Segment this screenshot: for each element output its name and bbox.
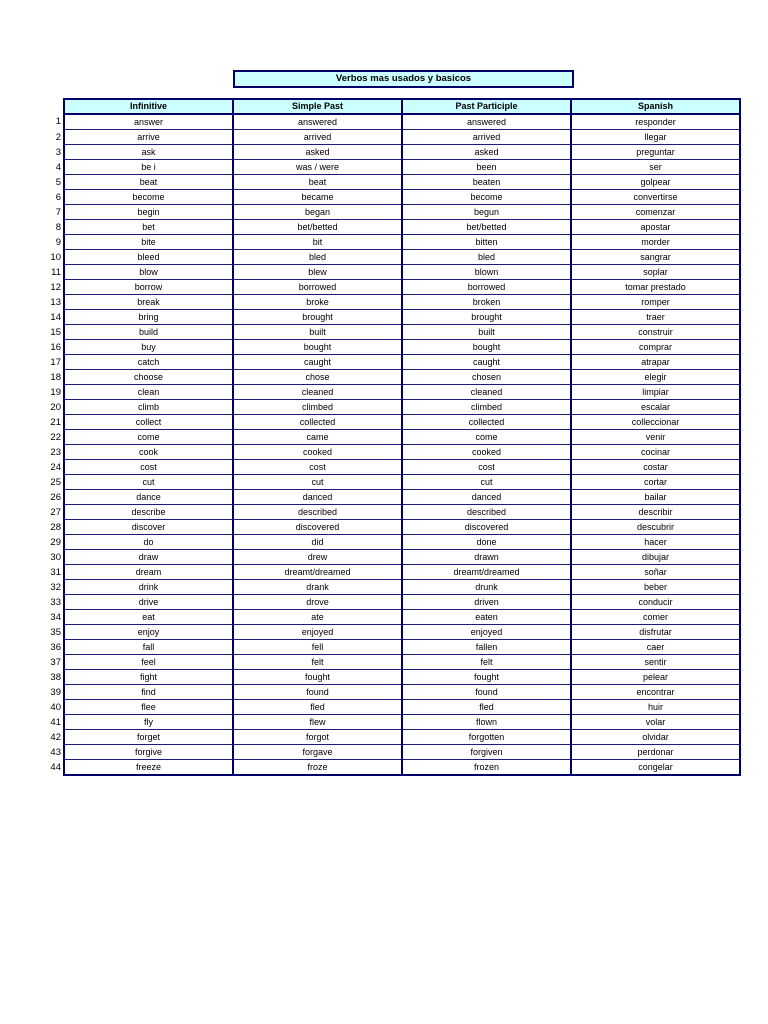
- simple-past-cell: described: [233, 505, 402, 520]
- table-row: [40, 385, 740, 400]
- past-participle-cell: fled: [402, 700, 571, 715]
- row-number: 9: [55, 236, 61, 248]
- infinitive-cell: collect: [64, 415, 233, 430]
- infinitive-cell: break: [64, 295, 233, 310]
- row-number: 37: [50, 656, 61, 668]
- simple-past-cell: climbed: [233, 400, 402, 415]
- row-number: 7: [55, 206, 61, 218]
- spanish-cell: encontrar: [571, 685, 740, 700]
- row-number: 16: [50, 341, 61, 353]
- row-number: 30: [50, 551, 61, 563]
- row-number: 44: [50, 761, 61, 773]
- row-number: 21: [50, 416, 61, 428]
- table-row: [40, 730, 740, 745]
- infinitive-cell: draw: [64, 550, 233, 565]
- infinitive-cell: catch: [64, 355, 233, 370]
- table-row: [40, 640, 740, 655]
- spanish-cell: huir: [571, 700, 740, 715]
- past-participle-cell: chosen: [402, 370, 571, 385]
- table-row: [40, 160, 740, 175]
- spanish-cell: comer: [571, 610, 740, 625]
- table-row: [40, 130, 740, 145]
- past-participle-cell: fallen: [402, 640, 571, 655]
- row-number: 2: [55, 131, 61, 143]
- past-participle-cell: flown: [402, 715, 571, 730]
- past-participle-cell: cost: [402, 460, 571, 475]
- infinitive-cell: fall: [64, 640, 233, 655]
- spanish-cell: comprar: [571, 340, 740, 355]
- past-participle-cell: climbed: [402, 400, 571, 415]
- spanish-cell: morder: [571, 235, 740, 250]
- past-participle-cell: cooked: [402, 445, 571, 460]
- spanish-cell: llegar: [571, 130, 740, 145]
- spanish-cell: tomar prestado: [571, 280, 740, 295]
- simple-past-cell: forgave: [233, 745, 402, 760]
- simple-past-cell: forgot: [233, 730, 402, 745]
- table-row: [40, 685, 740, 700]
- table-row: [40, 220, 740, 235]
- spanish-cell: apostar: [571, 220, 740, 235]
- past-participle-cell: eaten: [402, 610, 571, 625]
- simple-past-cell: broke: [233, 295, 402, 310]
- simple-past-cell: fell: [233, 640, 402, 655]
- spanish-cell: soplar: [571, 265, 740, 280]
- row-number: 26: [50, 491, 61, 503]
- simple-past-cell: drew: [233, 550, 402, 565]
- infinitive-cell: eat: [64, 610, 233, 625]
- simple-past-cell: asked: [233, 145, 402, 160]
- infinitive-cell: borrow: [64, 280, 233, 295]
- table-row: [40, 114, 740, 130]
- past-participle-cell: drawn: [402, 550, 571, 565]
- row-number: 6: [55, 191, 61, 203]
- row-number: 32: [50, 581, 61, 593]
- table-row: [40, 310, 740, 325]
- header-simple-past: Simple Past: [233, 99, 402, 114]
- past-participle-cell: collected: [402, 415, 571, 430]
- simple-past-cell: dreamt/dreamed: [233, 565, 402, 580]
- simple-past-cell: did: [233, 535, 402, 550]
- past-participle-cell: become: [402, 190, 571, 205]
- row-number: 36: [50, 641, 61, 653]
- infinitive-cell: arrive: [64, 130, 233, 145]
- infinitive-cell: discover: [64, 520, 233, 535]
- spanish-cell: volar: [571, 715, 740, 730]
- simple-past-cell: blew: [233, 265, 402, 280]
- table-row: [40, 565, 740, 580]
- simple-past-cell: bit: [233, 235, 402, 250]
- simple-past-cell: began: [233, 205, 402, 220]
- table-row: [40, 700, 740, 715]
- simple-past-cell: cleaned: [233, 385, 402, 400]
- row-number: 42: [50, 731, 61, 743]
- simple-past-cell: brought: [233, 310, 402, 325]
- table-row: [40, 445, 740, 460]
- spanish-cell: caer: [571, 640, 740, 655]
- infinitive-cell: forget: [64, 730, 233, 745]
- table-row: [40, 235, 740, 250]
- simple-past-cell: fled: [233, 700, 402, 715]
- infinitive-cell: bite: [64, 235, 233, 250]
- infinitive-cell: drive: [64, 595, 233, 610]
- infinitive-cell: do: [64, 535, 233, 550]
- spanish-cell: perdonar: [571, 745, 740, 760]
- row-number: 23: [50, 446, 61, 458]
- past-participle-cell: caught: [402, 355, 571, 370]
- past-participle-cell: answered: [402, 114, 571, 130]
- spanish-cell: dibujar: [571, 550, 740, 565]
- table-row: [40, 505, 740, 520]
- spanish-cell: congelar: [571, 760, 740, 776]
- spanish-cell: traer: [571, 310, 740, 325]
- infinitive-cell: cook: [64, 445, 233, 460]
- spanish-cell: escalar: [571, 400, 740, 415]
- spanish-cell: elegir: [571, 370, 740, 385]
- infinitive-cell: bleed: [64, 250, 233, 265]
- infinitive-cell: bet: [64, 220, 233, 235]
- row-number: 24: [50, 461, 61, 473]
- spanish-cell: comenzar: [571, 205, 740, 220]
- row-number: 3: [55, 146, 61, 158]
- spanish-cell: convertirse: [571, 190, 740, 205]
- simple-past-cell: became: [233, 190, 402, 205]
- row-number: 38: [50, 671, 61, 683]
- infinitive-cell: be i: [64, 160, 233, 175]
- past-participle-cell: done: [402, 535, 571, 550]
- row-number: 39: [50, 686, 61, 698]
- spanish-cell: romper: [571, 295, 740, 310]
- past-participle-cell: begun: [402, 205, 571, 220]
- past-participle-cell: borrowed: [402, 280, 571, 295]
- past-participle-cell: enjoyed: [402, 625, 571, 640]
- spanish-cell: beber: [571, 580, 740, 595]
- spanish-cell: colleccionar: [571, 415, 740, 430]
- past-participle-cell: described: [402, 505, 571, 520]
- infinitive-cell: build: [64, 325, 233, 340]
- table-row: [40, 625, 740, 640]
- infinitive-cell: blow: [64, 265, 233, 280]
- row-number: 13: [50, 296, 61, 308]
- simple-past-cell: borrowed: [233, 280, 402, 295]
- spanish-cell: venir: [571, 430, 740, 445]
- infinitive-cell: answer: [64, 114, 233, 130]
- past-participle-cell: blown: [402, 265, 571, 280]
- infinitive-cell: choose: [64, 370, 233, 385]
- past-participle-cell: cleaned: [402, 385, 571, 400]
- table-row: [40, 430, 740, 445]
- row-number: 18: [50, 371, 61, 383]
- past-participle-cell: beaten: [402, 175, 571, 190]
- simple-past-cell: chose: [233, 370, 402, 385]
- simple-past-cell: came: [233, 430, 402, 445]
- infinitive-cell: flee: [64, 700, 233, 715]
- infinitive-cell: freeze: [64, 760, 233, 776]
- table-row: [40, 520, 740, 535]
- simple-past-cell: was / were: [233, 160, 402, 175]
- simple-past-cell: bled: [233, 250, 402, 265]
- table-row: [40, 355, 740, 370]
- simple-past-cell: bought: [233, 340, 402, 355]
- past-participle-cell: bought: [402, 340, 571, 355]
- infinitive-cell: bring: [64, 310, 233, 325]
- row-number: 10: [50, 251, 61, 263]
- past-participle-cell: driven: [402, 595, 571, 610]
- spanish-cell: cortar: [571, 475, 740, 490]
- past-participle-cell: broken: [402, 295, 571, 310]
- past-participle-cell: danced: [402, 490, 571, 505]
- row-number: 40: [50, 701, 61, 713]
- row-number: 5: [55, 176, 61, 188]
- simple-past-cell: cut: [233, 475, 402, 490]
- past-participle-cell: cut: [402, 475, 571, 490]
- spanish-cell: sentir: [571, 655, 740, 670]
- infinitive-cell: find: [64, 685, 233, 700]
- row-number: 31: [50, 566, 61, 578]
- infinitive-cell: fly: [64, 715, 233, 730]
- past-participle-cell: been: [402, 160, 571, 175]
- past-participle-cell: fought: [402, 670, 571, 685]
- infinitive-cell: drink: [64, 580, 233, 595]
- infinitive-cell: feel: [64, 655, 233, 670]
- spanish-cell: atrapar: [571, 355, 740, 370]
- spanish-cell: conducir: [571, 595, 740, 610]
- row-number: 17: [50, 356, 61, 368]
- table-row: [40, 535, 740, 550]
- row-number: 14: [50, 311, 61, 323]
- header-spanish: Spanish: [571, 99, 740, 114]
- simple-past-cell: beat: [233, 175, 402, 190]
- infinitive-cell: ask: [64, 145, 233, 160]
- table-row: [40, 175, 740, 190]
- verbs-table: [40, 98, 741, 776]
- row-number: 20: [50, 401, 61, 413]
- past-participle-cell: asked: [402, 145, 571, 160]
- sheet-title: Verbos mas usados y basicos: [233, 70, 574, 88]
- spanish-cell: bailar: [571, 490, 740, 505]
- simple-past-cell: arrived: [233, 130, 402, 145]
- infinitive-cell: clean: [64, 385, 233, 400]
- past-participle-cell: drunk: [402, 580, 571, 595]
- table-row: [40, 250, 740, 265]
- verb-rows: [40, 114, 740, 775]
- infinitive-cell: come: [64, 430, 233, 445]
- simple-past-cell: danced: [233, 490, 402, 505]
- infinitive-cell: fight: [64, 670, 233, 685]
- row-number: 12: [50, 281, 61, 293]
- past-participle-cell: dreamt/dreamed: [402, 565, 571, 580]
- table-row: [40, 760, 740, 776]
- simple-past-cell: fought: [233, 670, 402, 685]
- table-row: [40, 400, 740, 415]
- table-row: [40, 340, 740, 355]
- simple-past-cell: cost: [233, 460, 402, 475]
- past-participle-cell: discovered: [402, 520, 571, 535]
- infinitive-cell: buy: [64, 340, 233, 355]
- header-row: [40, 99, 740, 114]
- past-participle-cell: forgotten: [402, 730, 571, 745]
- row-number: 34: [50, 611, 61, 623]
- spanish-cell: hacer: [571, 535, 740, 550]
- infinitive-cell: enjoy: [64, 625, 233, 640]
- table-row: [40, 595, 740, 610]
- table-row: [40, 670, 740, 685]
- spanish-cell: limpiar: [571, 385, 740, 400]
- row-number: 35: [50, 626, 61, 638]
- table-row: [40, 490, 740, 505]
- row-number: 29: [50, 536, 61, 548]
- spanish-cell: responder: [571, 114, 740, 130]
- infinitive-cell: begin: [64, 205, 233, 220]
- simple-past-cell: ate: [233, 610, 402, 625]
- past-participle-cell: brought: [402, 310, 571, 325]
- spanish-cell: ser: [571, 160, 740, 175]
- spanish-cell: cocinar: [571, 445, 740, 460]
- infinitive-cell: dream: [64, 565, 233, 580]
- past-participle-cell: bitten: [402, 235, 571, 250]
- table-row: [40, 280, 740, 295]
- past-participle-cell: bled: [402, 250, 571, 265]
- row-number: 11: [51, 266, 61, 278]
- table-row: [40, 415, 740, 430]
- spanish-cell: descubrir: [571, 520, 740, 535]
- infinitive-cell: dance: [64, 490, 233, 505]
- table-row: [40, 325, 740, 340]
- header-past-participle: Past Participle: [402, 99, 571, 114]
- simple-past-cell: felt: [233, 655, 402, 670]
- past-participle-cell: felt: [402, 655, 571, 670]
- simple-past-cell: discovered: [233, 520, 402, 535]
- spanish-cell: construir: [571, 325, 740, 340]
- row-number: 41: [50, 716, 61, 728]
- row-number-header: [40, 99, 64, 114]
- spanish-cell: costar: [571, 460, 740, 475]
- simple-past-cell: froze: [233, 760, 402, 776]
- row-number: 28: [50, 521, 61, 533]
- spanish-cell: disfrutar: [571, 625, 740, 640]
- simple-past-cell: answered: [233, 114, 402, 130]
- spanish-cell: golpear: [571, 175, 740, 190]
- spanish-cell: olvidar: [571, 730, 740, 745]
- row-number: 33: [50, 596, 61, 608]
- header-infinitive: Infinitive: [64, 99, 233, 114]
- row-number: 4: [55, 161, 61, 173]
- spanish-cell: sangrar: [571, 250, 740, 265]
- row-number: 8: [55, 221, 61, 233]
- past-participle-cell: built: [402, 325, 571, 340]
- table-row: [40, 715, 740, 730]
- simple-past-cell: flew: [233, 715, 402, 730]
- infinitive-cell: cut: [64, 475, 233, 490]
- row-number: 1: [55, 116, 61, 128]
- simple-past-cell: bet/betted: [233, 220, 402, 235]
- row-number: 22: [50, 431, 61, 443]
- table-row: [40, 475, 740, 490]
- past-participle-cell: bet/betted: [402, 220, 571, 235]
- past-participle-cell: found: [402, 685, 571, 700]
- table-row: [40, 745, 740, 760]
- infinitive-cell: cost: [64, 460, 233, 475]
- row-number: 15: [50, 326, 61, 338]
- table-row: [40, 205, 740, 220]
- past-participle-cell: come: [402, 430, 571, 445]
- infinitive-cell: forgive: [64, 745, 233, 760]
- table-row: [40, 190, 740, 205]
- infinitive-cell: beat: [64, 175, 233, 190]
- spanish-cell: soñar: [571, 565, 740, 580]
- row-number: 27: [50, 506, 61, 518]
- row-number: 19: [50, 386, 61, 398]
- table-row: [40, 145, 740, 160]
- simple-past-cell: drove: [233, 595, 402, 610]
- simple-past-cell: found: [233, 685, 402, 700]
- past-participle-cell: forgiven: [402, 745, 571, 760]
- past-participle-cell: frozen: [402, 760, 571, 776]
- table-row: [40, 265, 740, 280]
- table-row: [40, 460, 740, 475]
- table-row: [40, 580, 740, 595]
- simple-past-cell: caught: [233, 355, 402, 370]
- simple-past-cell: drank: [233, 580, 402, 595]
- spanish-cell: pelear: [571, 670, 740, 685]
- table-row: [40, 655, 740, 670]
- simple-past-cell: enjoyed: [233, 625, 402, 640]
- spanish-cell: describir: [571, 505, 740, 520]
- simple-past-cell: cooked: [233, 445, 402, 460]
- simple-past-cell: collected: [233, 415, 402, 430]
- row-number: 25: [50, 476, 61, 488]
- infinitive-cell: become: [64, 190, 233, 205]
- simple-past-cell: built: [233, 325, 402, 340]
- past-participle-cell: arrived: [402, 130, 571, 145]
- row-number: 43: [50, 746, 61, 758]
- table-row: [40, 550, 740, 565]
- infinitive-cell: climb: [64, 400, 233, 415]
- infinitive-cell: describe: [64, 505, 233, 520]
- spanish-cell: preguntar: [571, 145, 740, 160]
- table-row: [40, 295, 740, 310]
- table-row: [40, 610, 740, 625]
- table-row: [40, 370, 740, 385]
